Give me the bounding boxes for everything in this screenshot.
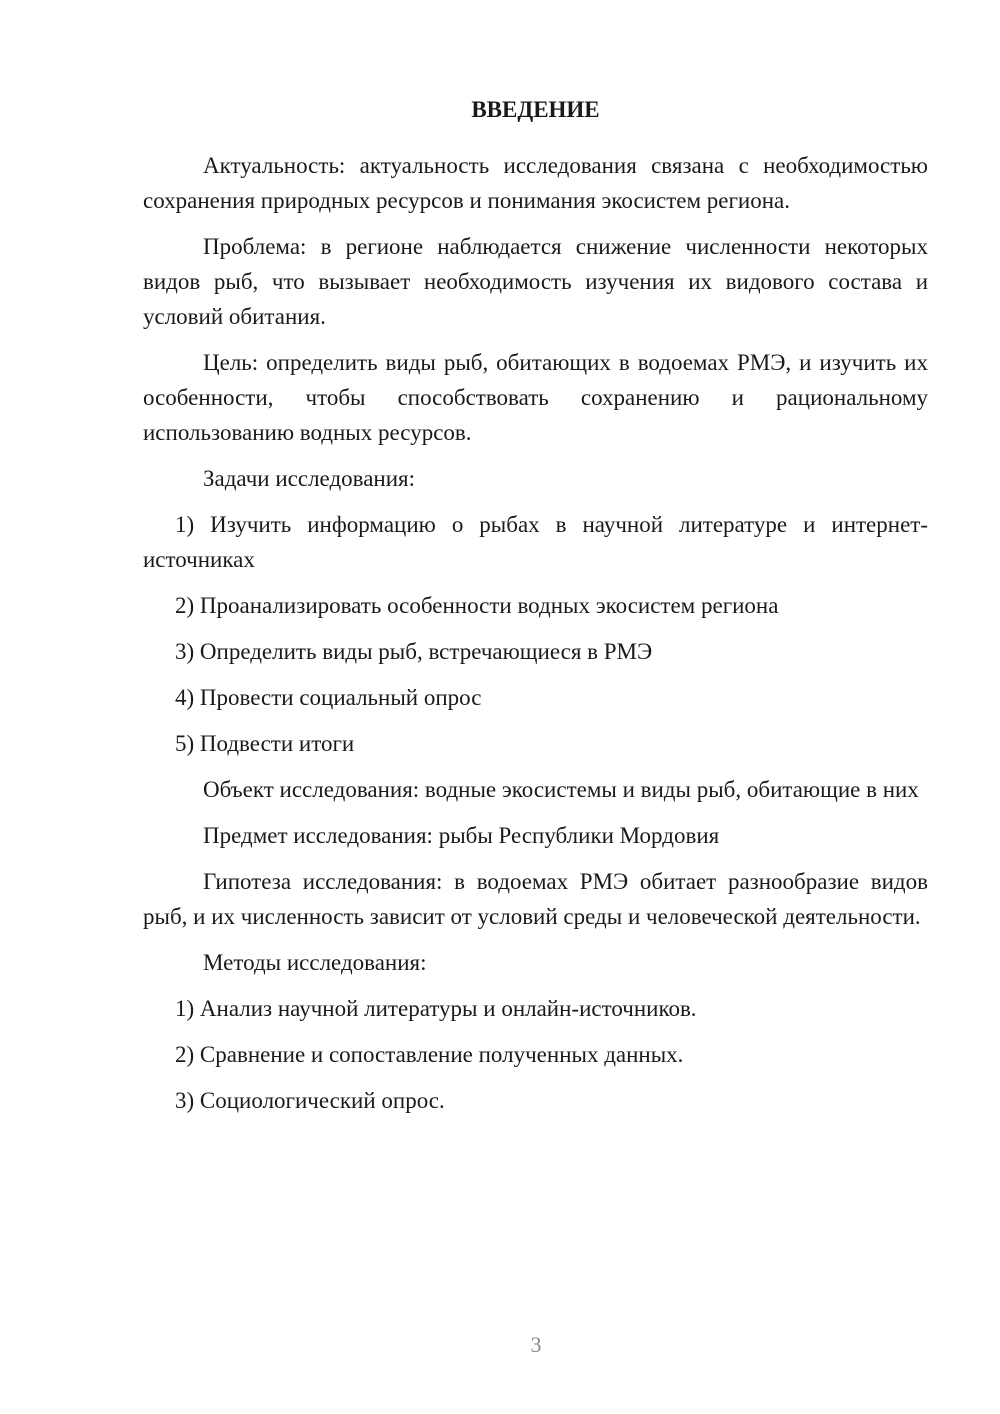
task-item: 3) Определить виды рыб, встречающиеся в РМЭ — [175, 639, 653, 664]
document-body — [143, 92, 928, 1129]
subject-paragraph: Предмет исследования: рыбы Республики Мордовия — [203, 823, 720, 848]
methods-heading: Методы исследования: — [203, 950, 427, 975]
tasks-heading: Задачи исследования: — [203, 466, 416, 491]
method-item: 2) Сравнение и сопоставление полученных данных. — [175, 1042, 684, 1067]
object-paragraph: Объект исследования: водные экосистемы и виды рыб, обитающие в них — [203, 777, 919, 802]
hypothesis-paragraph: Гипотеза исследования: в водоемах РМЭ обитает разнообразие видов рыб, и их численность зависит от условий среды и человеческой деятельности. — [143, 869, 928, 929]
method-item: 3) Социологический опрос. — [175, 1088, 445, 1113]
section-title: ВВЕДЕНИЕ — [471, 97, 600, 122]
task-item: 4) Провести социальный опрос — [175, 685, 482, 710]
method-item: 1) Анализ научной литературы и онлайн-источников. — [175, 996, 697, 1021]
task-item: 2) Проанализировать особенности водных экосистем региона — [175, 593, 779, 618]
problem-paragraph: Проблема: в регионе наблюдается снижение численности некоторых видов рыб, что вызывает необходимость изучения их видового состава и условий обитания. — [143, 234, 928, 329]
goal-paragraph: Цель: определить виды рыб, обитающих в водоемах РМЭ, и изучить их особенности, чтобы способствовать сохранению и рациональному использованию водных ресурсов. — [143, 350, 928, 445]
page-number: 3 — [530, 1332, 542, 1357]
task-item: 1) Изучить информацию о рыбах в научной литературе и интернет-источниках — [143, 512, 928, 572]
relevance-paragraph: Актуальность: актуальность исследования связана с необходимостью сохранения природных ресурсов и понимания экосистем региона. — [143, 153, 928, 213]
task-item: 5) Подвести итоги — [175, 731, 355, 756]
